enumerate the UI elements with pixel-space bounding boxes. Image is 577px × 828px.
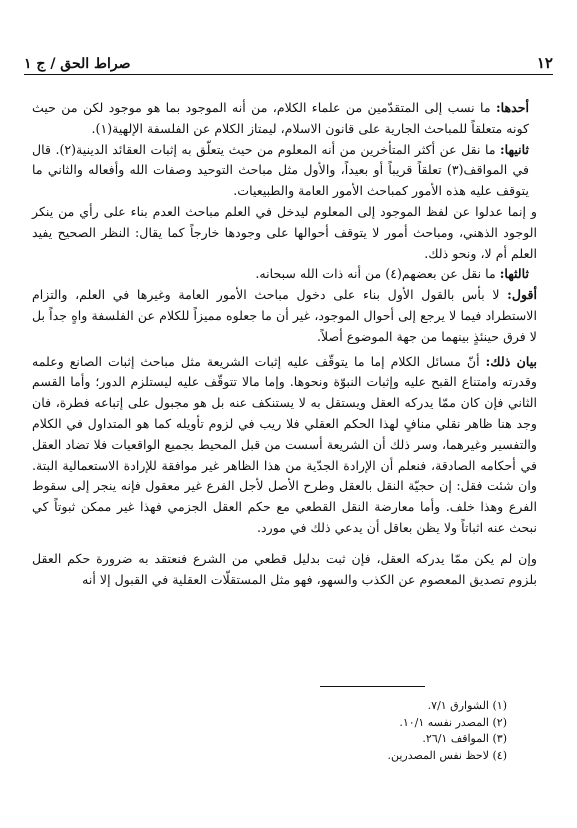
paragraph-clarification xyxy=(32,352,537,539)
footnote-item: (٣) المواقف ٢٦/١. xyxy=(422,732,507,746)
paragraph-text: لا بأس بالقول الأول بناء على دخول مباحث الأمور العامة وغيرها في العلم، والتزام الاستطراد فيما لا يرجع إلى أحوال الموجود، غير أن ما جعلوه مميزاً للكلام عن الفلسفة واهٍ جداً بل لا فرق حينئذٍ بينهما من جهة الموضوع أصلاً. xyxy=(32,287,537,344)
main-text xyxy=(32,98,537,590)
paragraph-text: و إنما عدلوا عن لفظ الموجود إلى المعلوم ليدخل في العلم مباحث العدم بناء على رأي من ينكر الوجود الذهني، ومباحث أمور لا يتوقف أحوالها على وجودها خارجاً كما يقال: النظر الصحيح يفيد العلم أم لا، ونحو ذلك. xyxy=(32,203,537,261)
footnote-separator xyxy=(320,686,425,687)
paragraph-label: أحدها: xyxy=(495,100,529,115)
running-title: صراط الحق / ج ١ xyxy=(24,56,131,72)
page-number: ١٢ xyxy=(536,54,553,72)
paragraph-continuation xyxy=(32,549,537,591)
footnote-item: (١) الشوارق ٧/١. xyxy=(427,699,507,712)
paragraph-label: بيان ذلك: xyxy=(485,353,538,369)
paragraph-text: ما نسب إلى المتقدّمين من علماء الكلام، من أنه الموجود بما هو موجود لكن من حيث كونه متعلقاً للمباحث الجارية على قانون الاسلام، ليمتاز الكلام عن الفلسفة الإلهية(١). xyxy=(32,100,529,136)
paragraph-text: وإن لم يكن ممّا يدركه العقل، فإن ثبت بدليل قطعي من الشرع فنعتقد به ضرورة حكم العقل بلزوم تصديق المعصوم عن الكذب والسهو، فهو مثل المستقلّات العقلية في القبول إلا أنه xyxy=(32,550,537,587)
paragraph-label: ثالثها: xyxy=(499,266,529,282)
paragraph-label: أقول: xyxy=(507,287,537,303)
paragraph-third-view xyxy=(32,264,537,285)
paragraph-second-view xyxy=(32,140,537,202)
footnotes xyxy=(200,698,507,764)
paragraph-first-view xyxy=(32,98,537,140)
page-header xyxy=(24,46,553,75)
footnote-item: (٢) المصدر نفسه ١٠/١. xyxy=(399,715,507,729)
paragraph-label: ثانيها: xyxy=(500,141,529,157)
paragraph-explanation xyxy=(32,202,537,264)
paragraph-text: أنّ مسائل الكلام إما ما يتوقّف عليه إثبات الشريعة مثل مباحث إثبات الصانع وعلمه وقدرته وامتناع القبح عليه وإثبات النبوّة ونحوها. وإما مالا تتوقّف عليه ليستلزم الدور؛ وأما القسم الثاني فإن كان ممّا يدركه العقل ويستقل به لا يستنكف عنه بل هو مجبول على إتباعه فطرة، فان وجد هنا ظاهر نقلي منافٍ لهذا الحكم العقلي فلا ريب في لزوم تأويله كما هو المتداول في الكلام والتفسير وغيرهما، وسر ذلك أن الشريعة أسست من قبل المحيط بجميع الواقعيات فلا تضاد العقل في أحكامه الصادقة، فنعلم أن الإرادة الجدّية من هذا الظاهر غير موافقة للإرادة الاستعمالية البتة. وان شئت فقل: إن حجيّة النقل بالعقل وطرح الأصل لأجل الفرع غير معقول فإنه ينجر إلى سقوط الفرع وهذا خلف. وأما معارضة النقل القطعي مع حكم العقل الجزمي فهذا غير ممكن ثبوتاً كي نبحث عنه اثباتاً ولا يظن بعاقل أن يدعي ذلك في مورد. xyxy=(32,353,538,535)
paragraph-author-opinion xyxy=(32,285,537,347)
paragraph-text: ما نقل عن بعضهم(٤) من أنه ذات الله سبحانه. xyxy=(255,266,500,282)
footnote-item: (٤) لاحظ نفس المصدرين. xyxy=(387,748,507,762)
paragraph-text: ما نقل عن أكثر المتأخرين من أنه المعلوم من حيث يتعلّق به إثبات العقائد الدينية(٢). قال في المواقف(٣) تعلقاً قريباً أو بعيداً، والأول مثل مباحث التوحيد وصفات الله وأفعاله والثاني ما يتوقف عليه هذه الأمور كمباحث الأمور العامة والطبيعيات. xyxy=(32,141,529,199)
